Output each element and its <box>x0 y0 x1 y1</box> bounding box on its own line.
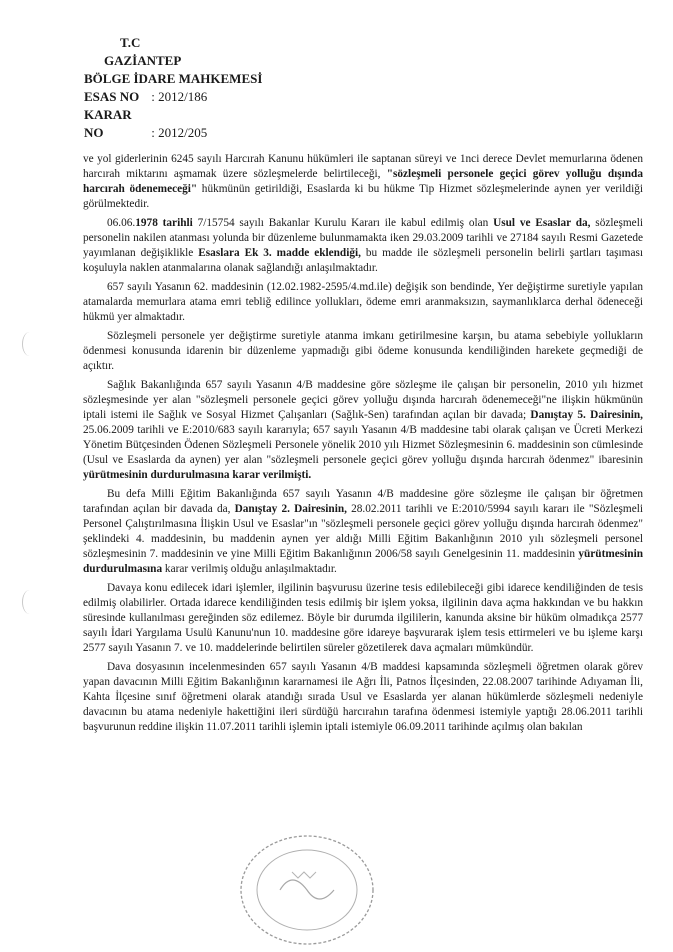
text-run: 06.06. <box>107 217 136 229</box>
punch-hole-mark <box>22 590 37 614</box>
header-line-court: BÖLGE İDARE MAHKEMESİ <box>84 71 263 86</box>
karar-no-value: : 2012/205 <box>151 125 208 140</box>
bold-text-run: "sözleşmeli personele geçici görev yolluğu dışında harcırah ödenemeceği" <box>83 168 643 195</box>
karar-no-row <box>84 106 262 142</box>
text-run: 7/15754 sayılı Bakanlar Kurulu Kararı ile kabul edilmiş olan <box>192 217 494 229</box>
header-line-city: GAZİANTEP <box>104 53 182 68</box>
body-paragraph <box>83 581 643 656</box>
document-body <box>83 152 643 739</box>
text-run: Davaya konu edilecek idari işlemler, ilgilinin başvurusu üzerine tesis edilebileceği gibi idarece kendiliğinden de tesis edilmiş olabilirler. Ortada idarece kendiliğinden tesis edilmiş bir işlem yoksa, ilgilinin dava açma hakkından ve bu hakkın süresinde kullanılması gereğinden söz edilemez. Böyle bir durumda ilgililerin, kanunda aksine bir hüküm olmadıkça 2577 sayılı İdari Yargılama Usulü Kanunu'nun 10. maddesine göre idareye başvurarak işlem tesis ettirmeleri ve bu işleme karşı 2577 sayılı Yasanın 7. ve 10. maddelerinde belirtilen süreler gözetilerek dava açmaları mümkündür. <box>83 582 643 654</box>
esas-no-row <box>84 88 262 106</box>
bold-text-run: Danıştay 2. Dairesinin, <box>234 503 347 515</box>
text-run: ve yol giderlerinin 6245 sayılı Harcırah Kanunu hükümleri ile saptanan süreyi ve 1nci derece Devlet memurlarına ödenen harcırah miktarını aşmamak üzere sözleşmelerde belirtileceği, <box>83 153 643 180</box>
text-run: 657 sayılı Yasanın 62. maddesinin (12.02.1982-2595/4.md.ile) değişik son bendinde, Yer değiştirme suretiyle yapılan atamalarda memurlara atama emri tebliğ edilince yollukları, ödeme emri aranmaksızın, saymanlıklarca derhal ödeneceği hükmü yer almaktadır. <box>83 281 643 323</box>
punch-hole-mark <box>22 332 37 356</box>
text-run: 28.02.2011 tarihli ve E:2010/5994 sayılı kararı ile "Sözleşmeli Personel Çalıştırılmasına İlişkin Usul ve Esaslar"ın "sözleşmeli personele geçici görev yolluğu dışında harcırah ödenmez" şeklindeki 4. maddesinin, bu maddenin aynen yer aldığı Milli Eğitim Bakanlığının 2010 yılı sözleşmeli personel sözleşmesinin 7. maddesinin ve yine Milli Eğitim Bakanlığının 2006/58 sayılı Genelgesinin 11. maddesinin <box>83 503 644 560</box>
text-run: Sözleşmeli personele yer değiştirme suretiyle atanma imkanı getirilmesine karşın, bu atama sebebiyle yollukların ödenmesi konusunda idarenin bir düzenleme yapmadığı gibi ödeme konusunda kendiliğinden harekete geçmediği de açıktır. <box>83 330 643 372</box>
header-line-tc: T.C <box>120 35 141 50</box>
body-paragraph <box>83 329 643 374</box>
text-run: hükmünün getirildiği, Esaslarda ki bu hükme Tip Hizmet sözleşmelerinde aynen yer verildiği görülmektedir. <box>83 183 643 210</box>
body-paragraph <box>83 152 643 212</box>
bold-text-run: yürütmesinin durdurulmasına karar verilmişti. <box>83 469 312 481</box>
body-paragraph <box>83 660 643 735</box>
text-run: Sağlık Bakanlığında 657 sayılı Yasanın 4/B maddesine göre sözleşme ile çalışan bir personelin, 2010 yılı hizmet sözleşmesinde yer alan "sözleşmeli personele geçici görev yolluğu dışında harcırah ödenemeceği"ne ilişkin hükmünün iptali istemi ile Sağlık ve Sosyal Hizmet Çalışanları (Sağlık-Sen) tarafından açılan bir davada; <box>83 379 643 421</box>
bold-text-run: Esaslara Ek 3. madde eklendiği, <box>198 247 361 259</box>
body-paragraph <box>83 216 643 276</box>
text-run: karar verilmiş olduğu anlaşılmaktadır. <box>162 563 337 575</box>
bold-text-run: yürütmesinin durdurulmasına <box>83 548 643 575</box>
text-run: 25.06.2009 tarihli ve E:2010/683 sayılı kararıyla; 657 sayılı Yasanın 4/B maddesine tabi olarak çalışan ve Ücreti Merkezi Yönetim Bütçesinden Ödenen Sözleşmeli Personele yönelik 2010 yılı Hizmet Sözleşmesinin 6. maddesinin son cümlesinde (Usul ve Esaslarda da aynen) yer alan "sözleşmeli personele geçici görev yolluğu dışında harcırah ödenmez" ibaresinin <box>83 424 643 466</box>
karar-no-label: KARAR NO <box>84 107 132 140</box>
text-run: Bu defa Milli Eğitim Bakanlığında 657 sayılı Yasanın 4/B maddesine göre sözleşme ile çalışan bir öğretmen tarafından açılan bir davada da, <box>83 488 643 515</box>
text-run: bu madde ile sözleşmeli personelin belirli şartları taşıması koşuluyla naklen atanmalarına olanak sağlandığı anlaşılmaktadır. <box>83 247 644 274</box>
bold-text-run: 1978 tarihli <box>135 217 193 229</box>
text-run: Dava dosyasının incelenmesinden 657 sayılı Yasanın 4/B maddesi kapsamında sözleşmeli öğretmen olarak görev yapan davacının Milli Eğitim Bakanlığının kararnamesi ile Ağrı İli, Patnos İlçesinden, 22.08.2007 tarihinde Adıyaman İli, Kahta İlçesine sınıf öğretmeni olarak atandığı sırada Usul ve Esaslarda yer alanan hükümlerde sözleşmeli nedeniyle davacının bu atama nedeniyle hakettiğini ileri sürdüğü harcırahın tarafına ödenmesi istemiyle yaptığı 28.06.2011 tarihli başvurunun reddine ilişkin 11.07.2011 tarihli işlemin iptali istemiyle 06.09.2011 tarihinde açılmış olan bakılan <box>83 661 643 733</box>
text-run: sözleşmeli personelin nakilen atanması yolunda bir düzenleme bulunmamakta iken 29.03.2009 tarihli ve 27184 sayılı Resmi Gazetede yayımlanan değişiklikle <box>83 217 643 259</box>
body-paragraph <box>83 487 643 577</box>
body-paragraph <box>83 378 643 483</box>
court-header <box>84 34 262 142</box>
esas-no-value: : 2012/186 <box>151 89 208 104</box>
body-paragraph <box>83 280 643 325</box>
esas-no-label: ESAS NO <box>84 89 140 104</box>
bold-text-run: Danıştay 5. Dairesinin, <box>530 409 643 421</box>
bold-text-run: Usul ve Esaslar da, <box>493 217 591 229</box>
court-seal-stamp <box>232 830 382 948</box>
